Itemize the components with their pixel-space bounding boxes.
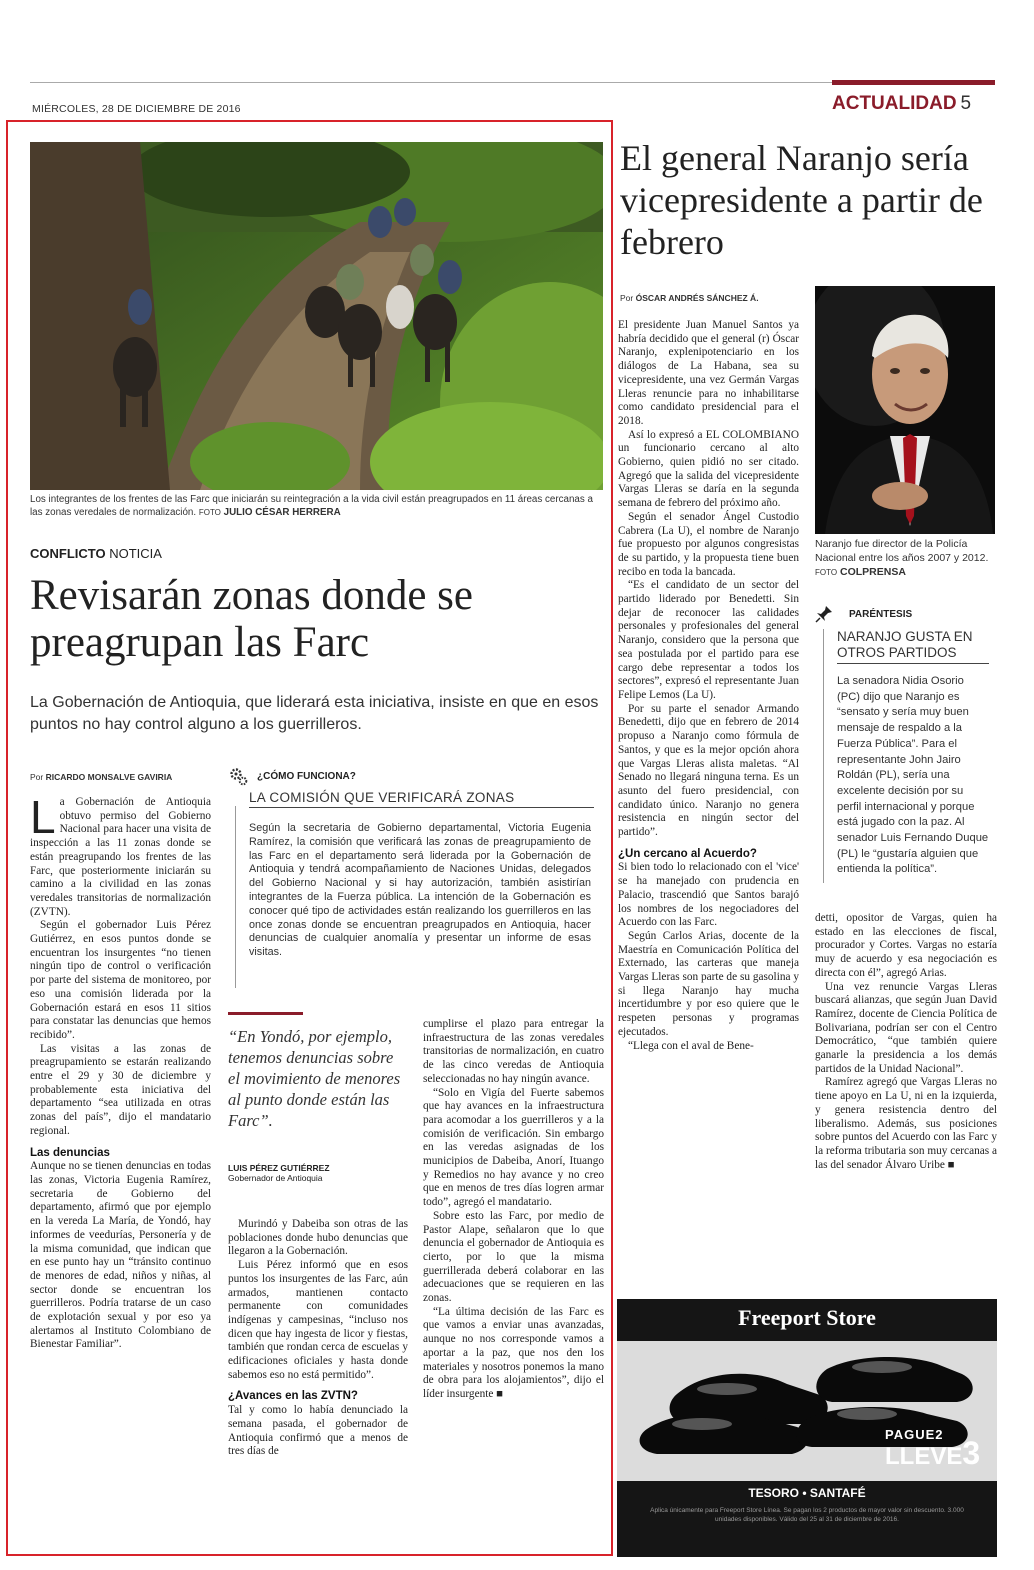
paragraph: detti, opositor de Vargas, quien ha estado en las elecciones de fiscal, procurador y Cortes. Vargas no estaría muy de acuerdo y esa negociación es directa con él”, agregó Arias.	[815, 912, 997, 979]
promo-word: LLEVE	[885, 1443, 963, 1470]
article1-photo-caption	[30, 494, 603, 519]
paragraph: Sobre esto las Farc, por medio de Pastor Alape, señalaron que lo que denuncia el gobernador de Antioquia es cierto, por lo que la misma guerrillerada deberá colaborar en las adecuaciones que se requieren en las zonas.	[423, 1209, 604, 1305]
pull-quote: “En Yondó, por ejemplo, tenemos denuncias sobre el movimiento de menores al punto donde están las Farc”.	[228, 1027, 401, 1130]
article2-photo	[815, 286, 995, 534]
quote-name: LUIS PÉREZ GUTIÉRREZ	[228, 1163, 330, 1173]
paragraph: Por su parte el senador Armando Benedetti, dijo que en febrero de 2014 propuso a Naranjo como fórmula de Santos, y que es la mejor opción ahora que Vargas Lleras alista maletas. “Al Senado no llegará ninguna terna. Es un asunto del fuero presidencial, con candidato único. Naranjo no genera resistencia en ningún sector del partido”.	[618, 702, 799, 839]
parentesis-rule	[823, 629, 824, 883]
promo-number: 3	[962, 1435, 981, 1471]
article2-headline: El general Naranjo sería vicepresidente a partir de febrero	[620, 138, 983, 262]
article2-byline	[620, 293, 759, 303]
drop-cap: L	[30, 791, 56, 843]
paragraph: Según el gobernador Luis Pérez Gutiérrez, en esos puntos donde se encuentran los insurgentes “no tienen ningún tipo de control o verificación por parte del sistema de monitoreo, por eso una comisión liderada por la Gobernación estará en esos 11 sitios para constatar las denuncias que hemos recibido”.	[30, 919, 211, 1041]
caption-text: Naranjo fue director de la Policía Nacional entre los años 2007 y 2012.	[815, 538, 989, 564]
paragraph: “Es el candidato de un sector del partido liderado por Benedetti. Sin dejar de reconocer las calidades personales y profesionales del general Naranjo, considero que la persona que sea postulada por el partido para ese cargo debe representar a todos los sectores”, expresó el representante Juan Felipe Lemos (La U).	[618, 579, 799, 701]
article1-kicker	[30, 546, 162, 561]
paragraph: Murindó y Dabeiba son otras de las poblaciones donde hubo denuncias que llegaron a la Gobernación.	[228, 1218, 408, 1258]
article1-column-1	[30, 791, 211, 1352]
photo-credit-prefix: FOTO	[815, 568, 838, 577]
kicker-category: CONFLICTO	[30, 546, 106, 561]
kicker-type: NOTICIA	[109, 546, 162, 561]
naranjo-portrait	[815, 286, 995, 534]
article2-column-1	[618, 319, 799, 1053]
paragraph: Así lo expresó a EL COLOMBIANO un funcionario cercano al alto Gobierno, quien pidió no ser citado. Agregó que la salida del vicepresidente Vargas Lleras se daría en la segunda semana de febrero del próximo año.	[618, 428, 799, 510]
parentesis-text: La senadora Nidia Osorio (PC) dijo que Naranjo es “sensato y sería muy buen mensaje de respaldo a la Fuerza Pública”. Para el representante John Jairo Roldán (PL), sería una excelente decisión por su perfil internacional y porque está jugado con la paz. Al senador Luis Fernando Duque (PL) le “gustaría alguien que entienda la política”.	[837, 675, 989, 876]
article1-column-3	[423, 1018, 604, 1402]
quote-attribution	[228, 1163, 330, 1183]
box-text: Según la secretaria de Gobierno departamental, Victoria Eugenia Ramírez, la comisión que verificará las zonas de preagrupamiento de las Farc en el departamento será liderada por la Gobernación de Antioquia y tendrá acompañamiento de Naciones Unidas, delegados del Gobierno Nacional y si hay autorización, también asistirían integrantes de la Fuerza pública. La intención de la Gobernación es conocer qué tipo de actividades están realizando los guerrilleros en las once zonas donde se encuentran preagrupados en Antioquia, hacer denuncias de cualquier anomalía y presentar un informe de esas visitas.	[249, 822, 591, 959]
byline-author: ÓSCAR ANDRÉS SÁNCHEZ Á.	[635, 293, 759, 303]
paragraph: “La última decisión de las Farc es que vamos a enviar unas avanzadas, aunque no nos corresponde vamos a aportar a la paz, que nos den los materiales y nosotros ponemos la mano de obra para los alojamientos”, dijo el líder insurgente ■	[423, 1305, 604, 1400]
paragraph: Si bien todo lo relacionado con el 'vice' se ha manejado con prudencia en Palacio, trascendió que Santos barajó los nombres de los negociadores del Acuerdo con las Farc.	[618, 861, 799, 929]
ad-promo-bottom	[885, 1435, 980, 1472]
paragraph: Ramírez agregó que Vargas Lleras no tiene apoyo en La U, ni en la izquierda, y genera resistencia dentro del liberalismo. Además, sus posiciones sobre puntos del Acuerdo con las Farc y la reforma tributaria son muy cercanas a las del senador Álvaro Uribe ■	[815, 1076, 997, 1171]
paragraph: Luis Pérez informó que en esos puntos los insurgentes de las Farc, aún armados, mantienen contacto permanente con comunidades indígenas y campesinas, “incluso nos dicen que hay ingesta de licor y fiestas, también que rondan cerca de escuelas y edificaciones oficiales y hasta donde sabemos eso no está permitido”.	[228, 1259, 408, 1381]
paragraph: Tal y como lo había denunciado la semana pasada, el gobernador de Antioquia confirmó que a menos de tres días de	[228, 1404, 408, 1458]
paragraph: a Gobernación de Antioquia obtuvo permiso del Gobierno Nacional para hacer una visita de inspección a las 11 zonas donde se están preagrupando los frentes de las Farc, que posteriormente iniciarán su camino a la civilidad en las zonas veredales transitorias de normalización (ZVTN).	[30, 796, 211, 918]
photo-credit: COLPRENSA	[840, 566, 906, 578]
section-label	[832, 93, 971, 115]
paragraph: Aunque no se tienen denuncias en todas las zonas, Victoria Eugenia Ramírez, secretaria de Gobierno del departamento, afirmó que por ejemplo en la vereda La María, de Yondó, hay informes de veedurías, Personería y de la misma comunidad, que indican que en ese punto hay un “tránsito continuo de menores de edad, niños y niñas, al sector donde se encuentran los guerrilleros. Podría tratarse de un caso de explotación sexual y por eso ya alertamos al Instituto Colombiano de Bienestar Familiar”.	[30, 1160, 211, 1351]
byline-prefix: Por	[30, 772, 44, 782]
photo-credit: JULIO CÉSAR HERRERA	[223, 506, 341, 518]
article1-headline: Revisarán zonas donde se preagrupan las Farc	[30, 572, 473, 666]
article1-deck: La Gobernación de Antioquia, que liderará esta iniciativa, insiste en que en esos puntos no hay control alguno a los guerrilleros.	[30, 694, 599, 733]
parentesis-heading: PARÉNTESIS	[849, 608, 913, 620]
box-rule	[235, 806, 236, 988]
ad-promo-top: PAGUE2	[885, 1427, 944, 1442]
caption-text: Los integrantes de los frentes de las Farc que iniciarán su reintegración a la vida civil están preagrupados en 11 áreas cercanas a las zonas veredales de normalización.	[30, 494, 593, 518]
subhead: Las denuncias	[30, 1146, 110, 1159]
paragraph: “Llega con el aval de Bene-	[628, 1039, 754, 1052]
article1-byline	[30, 772, 172, 782]
ad-fine-print: Aplica únicamente para Freeport Store Línea. Se pagan los 2 productos de mayor valor sin descuento. 3.000 unidades disponibles. Válido del 25 al 31 de diciembre de 2016.	[650, 1507, 964, 1523]
article2-photo-caption	[815, 537, 997, 580]
paragraph: Según Carlos Arias, docente de la Maestría en Comunicación Política del Externado, las carteras que maneja Vargas Lleras son parte de su gasolina y si llega Naranjo hay mucha incertidumbre y por eso quiere que le respeten personas y programas ejecutados.	[618, 929, 799, 1038]
subhead: ¿Avances en las ZVTN?	[228, 1390, 358, 1403]
freeport-ad[interactable]	[617, 1299, 997, 1557]
subhead: ¿Un cercano al Acuerdo?	[618, 847, 757, 860]
box-title: LA COMISIÓN QUE VERIFICARÁ ZONAS	[249, 790, 594, 808]
paragraph: Según el senador Ángel Custodio Cabrera (La U), el nombre de Naranjo fue propuesto por algunos congresistas de su partido, y la propuesta tiene buen recibo en toda la bancada.	[618, 510, 799, 578]
paragraph: El presidente Juan Manuel Santos ya habría decidido que el general (r) Óscar Naranjo, explenipotenciario en los diálogos de La Habana, sea su vicepresidente, una vez Germán Vargas Lleras renuncie para no inhabilitarse como candidato presidencial para el 2018.	[618, 319, 799, 427]
article1-photo	[30, 142, 603, 490]
box-heading: ¿CÓMO FUNCIONA?	[257, 770, 356, 782]
how-it-works-box	[229, 766, 599, 960]
gears-icon	[229, 766, 249, 786]
ad-stores: TESORO • SANTAFÉ	[748, 1486, 866, 1500]
article1-column-2	[228, 1218, 408, 1459]
page-number: 5	[960, 93, 972, 114]
guerrilla-mules-photo	[30, 142, 603, 490]
ad-title: Freeport Store	[738, 1305, 876, 1330]
section-bar	[832, 80, 995, 85]
section-name: ACTUALIDAD	[832, 93, 957, 114]
byline-prefix: Por	[620, 293, 634, 303]
photo-credit-prefix: FOTO	[198, 507, 221, 517]
article2-column-2	[815, 912, 997, 1172]
quote-role: Gobernador de Antioquia	[228, 1173, 323, 1183]
paragraph: “Solo en Vigía del Fuerte sabemos que hay avances en la infraestructura para acomodar a los guerrilleros y a la comisión de verificación. Sin embargo en las veredas asignadas de los municipios de Dabeiba, Anorí, Ituango y Remedios no hay avance y no creo que en menos de tres días logren armar todo”, agregó el mandatario.	[423, 1086, 604, 1209]
parentesis-title: NARANJO GUSTA EN OTROS PARTIDOS	[837, 629, 989, 664]
parentesis-box	[815, 605, 997, 878]
paragraph: cumplirse el plazo para entregar la infraestructura de las zonas veredales transitorias de normalización, en cuatro de las cinco veredas de Antioquia seleccionadas no hay ningún avance.	[423, 1018, 604, 1085]
byline-author: RICARDO MONSALVE GAVIRIA	[45, 772, 173, 782]
publication-date: MIÉRCOLES, 28 DE DICIEMBRE DE 2016	[32, 103, 241, 115]
pin-icon	[815, 605, 833, 623]
quote-rule	[228, 1012, 303, 1015]
paragraph: Una vez renuncie Vargas Lleras buscará alianzas, que según Juan David Ramírez, docente de Ciencia Política de Bolivariana, podrían ser con el Centro Democrático, “que también quiere ganarle la presidencia a los demás partidos de la Unidad Nacional”.	[815, 980, 997, 1075]
paragraph: Las visitas a las zonas de preagrupamiento se estarán realizando entre el 29 y 30 de diciembre y probablemente esta iniciativa del departamento “sea utilizada en otras zonas del país”, dijo el mandatario regional.	[30, 1042, 211, 1137]
